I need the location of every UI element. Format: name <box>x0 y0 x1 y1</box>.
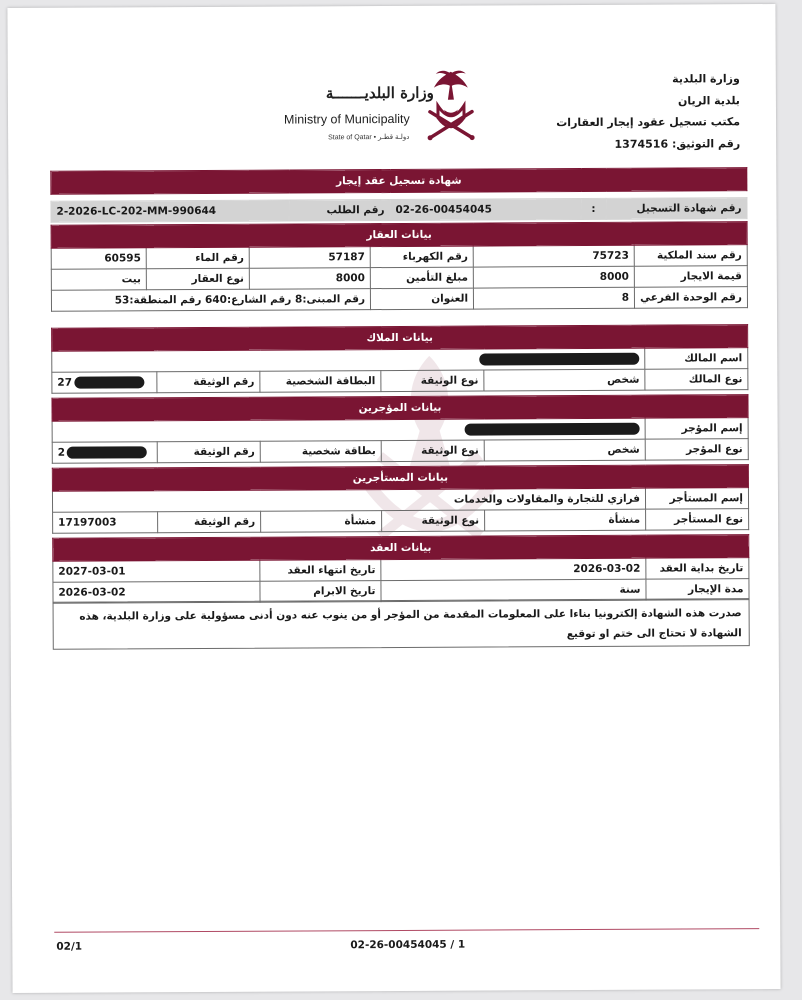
lessors-section <box>51 394 748 464</box>
unit-number-label: رقم الوحدة الفرعي <box>635 287 748 309</box>
tenant-doc-number-label: رقم الوثيقة <box>158 511 261 533</box>
tenant-doc-type-value: منشأة <box>261 511 382 533</box>
lessor-doc-type-label: نوع الوثيقة <box>381 440 484 462</box>
contract-section <box>52 534 749 604</box>
property-value: 75723 <box>473 245 634 267</box>
qatar-emblem-icon <box>424 66 478 150</box>
ministry-name: وزارة البلدية <box>672 72 740 86</box>
request-number-label: رقم الطلب <box>289 200 390 222</box>
contract-duration-value: سنة <box>381 579 646 601</box>
property-value: 57187 <box>249 247 370 269</box>
property-value: 8000 <box>473 266 634 288</box>
lessor-type-label: نوع المؤجر <box>645 439 748 461</box>
page-indicator: 02/1 <box>56 940 83 953</box>
owner-doc-number-prefix: 27 <box>57 376 73 389</box>
lessor-doc-type-value: بطاقة شخصية <box>260 441 381 463</box>
lessor-name-label: إسم المؤجر <box>645 418 748 440</box>
office-name: مكتب تسجيل عقود إيجار العقارات <box>556 115 741 130</box>
redacted-mark <box>465 423 640 436</box>
redacted-mark <box>479 353 639 366</box>
property-label: رقم الماء <box>146 247 249 269</box>
tenant-doc-type-label: نوع الوثيقة <box>382 510 485 532</box>
org-header <box>556 68 740 155</box>
contract-heading: بيانات العقد <box>53 535 749 562</box>
address-value: رقم المبنى:8 رقم الشارع:640 رقم المنطقة:53 <box>51 289 370 312</box>
ministry-logo <box>284 65 514 150</box>
footer-reference: 02-26-00454045 / 1 <box>350 938 466 952</box>
tenant-doc-number-value: 17197003 <box>53 512 158 534</box>
logo-sub-text: State of Qatar • دولـة قطـر <box>328 133 410 142</box>
address-label: العنوان <box>371 288 474 310</box>
property-value: 60595 <box>51 248 146 269</box>
owner-type-label: نوع المالك <box>645 369 748 391</box>
tenant-name-value: فرازي للتجارة والمقاولات والخدمات <box>52 488 645 512</box>
lessor-type-value: شخص <box>484 439 645 461</box>
property-label: نوع العقار <box>146 268 249 290</box>
logo-english-text: Ministry of Municipality <box>283 111 410 127</box>
contract-end-value: 2027-03-01 <box>53 560 260 582</box>
property-row <box>51 287 747 312</box>
contract-end-label: تاريخ انتهاء العقد <box>260 560 381 582</box>
lessors-heading: بيانات المؤجرين <box>52 395 748 422</box>
owners-heading: بيانات الملاك <box>52 325 748 352</box>
contract-start-label: تاريخ بداية العقد <box>646 558 749 580</box>
owner-name-label: اسم المالك <box>645 348 748 370</box>
footer-divider <box>54 928 759 933</box>
request-number-value: 2-2026-LC-202-MM-990644 <box>51 200 289 222</box>
redacted-mark <box>74 376 144 388</box>
contract-signing-label: تاريخ الابرام <box>260 581 381 603</box>
lessor-doc-number-label: رقم الوثيقة <box>157 441 260 463</box>
contract-duration-label: مدة الإيجار <box>646 579 749 601</box>
owner-doc-type-value: البطاقة الشخصية <box>260 371 381 393</box>
doc-number-value: 1374516 <box>614 137 669 151</box>
certificate-header-table <box>50 167 747 223</box>
certificate-title: شهادة تسجيل عقد إيجار <box>51 168 747 195</box>
tenant-type-value: منشأة <box>485 509 646 531</box>
tenant-type-label: نوع المستأجر <box>646 509 749 531</box>
owner-type-value: شخص <box>484 369 645 391</box>
property-section <box>51 221 748 312</box>
lessor-doc-number-prefix: 2 <box>57 446 66 459</box>
contract-start-value: 2026-03-02 <box>381 558 646 580</box>
cert-number-separator: : <box>581 198 606 219</box>
certificate-page <box>7 4 780 993</box>
owner-doc-number-label: رقم الوثيقة <box>157 371 260 393</box>
cert-number-value: 02-26-00454045 <box>390 199 581 221</box>
tenants-section <box>52 464 749 534</box>
owners-section <box>51 324 748 394</box>
tenant-name-label: إسم المستأجر <box>645 488 748 510</box>
property-label: مبلغ التأمين <box>370 267 473 289</box>
property-label: قيمة الايجار <box>634 266 747 288</box>
property-value: 8000 <box>249 268 370 290</box>
doc-number-label: رقم التوثيق: <box>671 136 741 151</box>
property-label: رقم سند الملكية <box>634 245 747 267</box>
doc-number-line <box>556 133 740 155</box>
unit-number-value: 8 <box>474 287 635 309</box>
redacted-mark <box>67 446 147 458</box>
owner-doc-type-label: نوع الوثيقة <box>381 370 484 392</box>
municipality-name: بلدية الريان <box>677 93 740 108</box>
property-label: رقم الكهرباء <box>370 246 473 268</box>
owner-doc-number-value <box>52 372 157 394</box>
contract-signing-value: 2026-03-02 <box>53 581 260 603</box>
tenants-heading: بيانات المستأجرين <box>52 465 748 492</box>
logo-arabic-text: وزارة البلديـــــــة <box>325 83 434 103</box>
property-value: بيت <box>51 269 146 290</box>
property-heading: بيانات العقار <box>51 222 747 249</box>
certificate-notice: صدرت هذه الشهادة إلكترونيا بناءا على المعلومات المقدمة من المؤجر أو من ينوب عنه دون أدنى مسؤولية على وزارة البلدية، هذه الشهادة لا تحتاج الى ختم او توقيع <box>53 598 750 650</box>
lessor-doc-number-value <box>52 442 157 464</box>
cert-number-label: رقم شهادة التسجيل <box>606 198 747 220</box>
